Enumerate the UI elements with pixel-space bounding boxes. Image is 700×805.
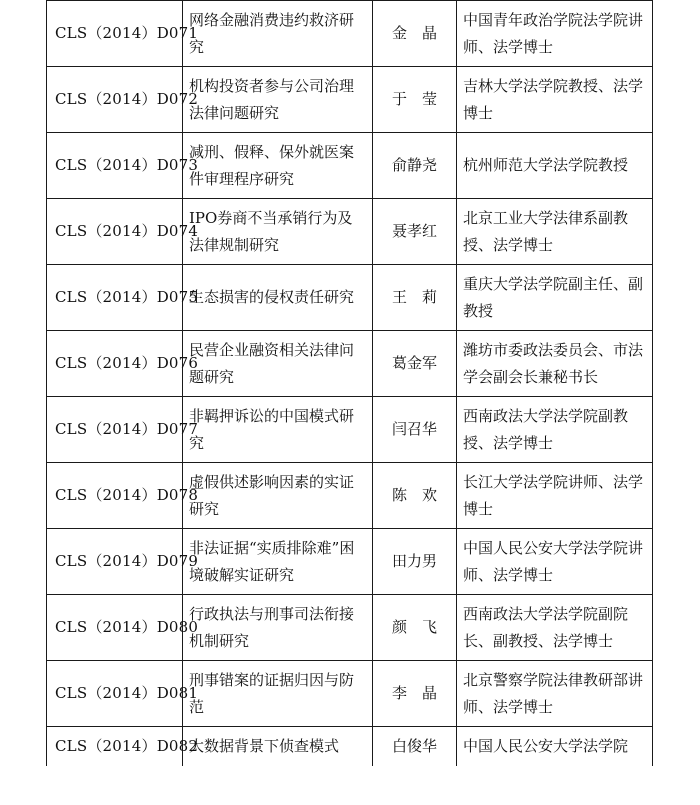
lead-affiliation: 长江大学法学院讲师、法学博士 (457, 463, 653, 529)
project-title: 大数据背景下侦查模式 (183, 727, 373, 766)
table-row (47, 1, 653, 67)
project-title: 生态损害的侵权责任研究 (183, 265, 373, 331)
lead-affiliation: 北京警察学院法律教研部讲师、法学博士 (457, 661, 653, 727)
project-id: CLS（2014）D076 (47, 331, 183, 397)
project-title: 网络金融消费违约救济研究 (183, 1, 373, 67)
project-id: CLS（2014）D079 (47, 529, 183, 595)
project-title: 非羁押诉讼的中国模式研究 (183, 397, 373, 463)
table-row (47, 199, 653, 265)
lead-affiliation: 中国人民公安大学法学院 (457, 727, 653, 766)
lead-affiliation: 吉林大学法学院教授、法学博士 (457, 67, 653, 133)
project-lead: 俞静尧 (373, 133, 457, 199)
table-row (47, 595, 653, 661)
project-title: IPO券商不当承销行为及法律规制研究 (183, 199, 373, 265)
project-id: CLS（2014）D073 (47, 133, 183, 199)
project-id: CLS（2014）D071 (47, 1, 183, 67)
lead-affiliation: 西南政法大学法学院副院长、副教授、法学博士 (457, 595, 653, 661)
lead-affiliation: 潍坊市委政法委员会、市法学会副会长兼秘书长 (457, 331, 653, 397)
project-id: CLS（2014）D082 (47, 727, 183, 766)
project-id: CLS（2014）D075 (47, 265, 183, 331)
project-lead: 闫召华 (373, 397, 457, 463)
lead-affiliation: 西南政法大学法学院副教授、法学博士 (457, 397, 653, 463)
project-id: CLS（2014）D080 (47, 595, 183, 661)
table-row (47, 661, 653, 727)
table-row (47, 397, 653, 463)
project-lead: 陈 欢 (373, 463, 457, 529)
project-title: 刑事错案的证据归因与防范 (183, 661, 373, 727)
project-id: CLS（2014）D078 (47, 463, 183, 529)
project-lead: 聂孝红 (373, 199, 457, 265)
table-row (47, 727, 653, 766)
table-row (47, 133, 653, 199)
project-lead: 王 莉 (373, 265, 457, 331)
table-row (47, 265, 653, 331)
project-lead: 田力男 (373, 529, 457, 595)
project-title: 行政执法与刑事司法衔接机制研究 (183, 595, 373, 661)
project-title: 虚假供述影响因素的实证研究 (183, 463, 373, 529)
project-lead: 葛金军 (373, 331, 457, 397)
project-title: 减刑、假释、保外就医案件审理程序研究 (183, 133, 373, 199)
project-id: CLS（2014）D074 (47, 199, 183, 265)
project-id: CLS（2014）D077 (47, 397, 183, 463)
project-title: 民营企业融资相关法律问题研究 (183, 331, 373, 397)
project-lead: 金 晶 (373, 1, 457, 67)
project-lead: 于 莹 (373, 67, 457, 133)
table-row (47, 67, 653, 133)
table-row (47, 463, 653, 529)
project-id: CLS（2014）D081 (47, 661, 183, 727)
table-row (47, 529, 653, 595)
grant-projects-table (46, 0, 653, 766)
lead-affiliation: 北京工业大学法律系副教授、法学博士 (457, 199, 653, 265)
project-lead: 李 晶 (373, 661, 457, 727)
table-row (47, 331, 653, 397)
lead-affiliation: 中国人民公安大学法学院讲师、法学博士 (457, 529, 653, 595)
project-lead: 颜 飞 (373, 595, 457, 661)
lead-affiliation: 杭州师范大学法学院教授 (457, 133, 653, 199)
lead-affiliation: 重庆大学法学院副主任、副教授 (457, 265, 653, 331)
lead-affiliation: 中国青年政治学院法学院讲师、法学博士 (457, 1, 653, 67)
project-lead: 白俊华 (373, 727, 457, 766)
project-id: CLS（2014）D072 (47, 67, 183, 133)
project-title: 机构投资者参与公司治理法律问题研究 (183, 67, 373, 133)
project-title: 非法证据“实质排除难”困境破解实证研究 (183, 529, 373, 595)
